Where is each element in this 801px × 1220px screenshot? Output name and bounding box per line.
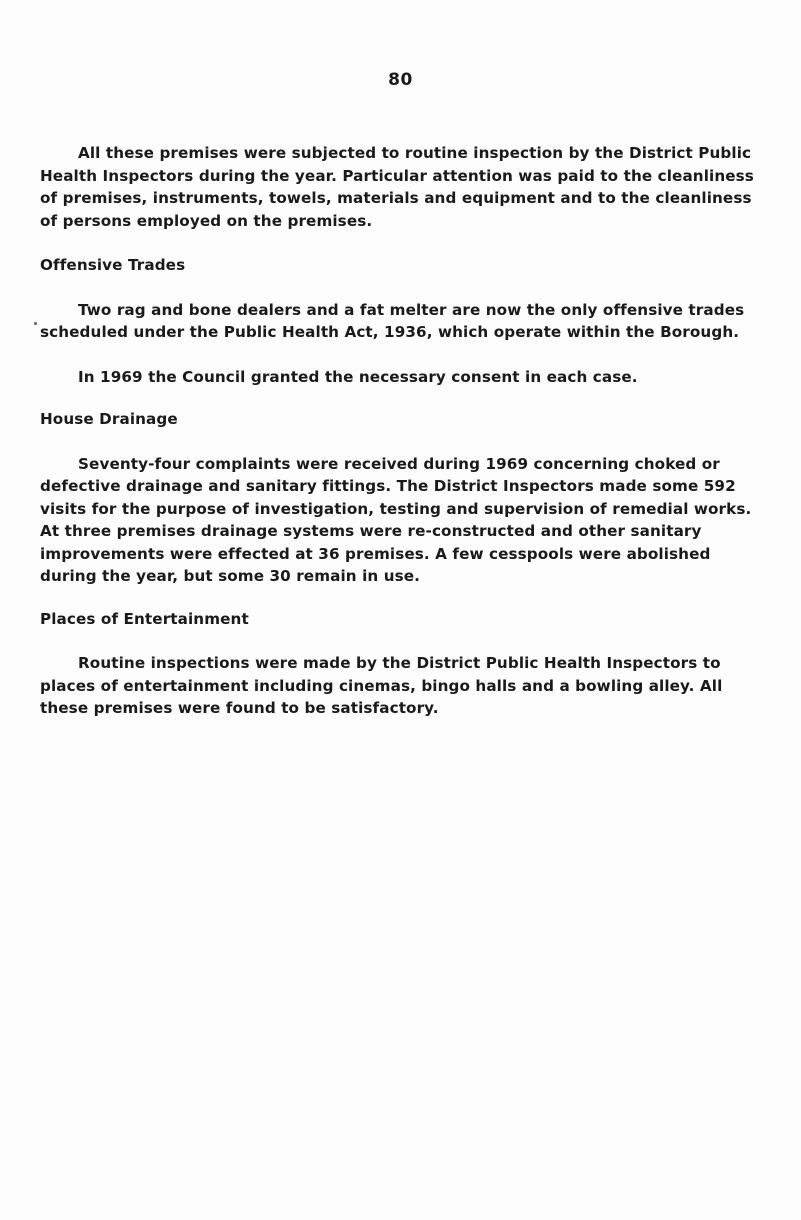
section-paragraph: Routine inspections were made by the District Public Health Inspectors to places of entertainment including cinemas, bingo halls and a bowling alley. All these premises were found to be satisfactory. xyxy=(40,654,723,717)
section-heading: Offensive Trades xyxy=(40,256,186,274)
section-heading: Places of Entertainment xyxy=(40,609,249,628)
page-body xyxy=(40,142,770,720)
page-number: 80 xyxy=(388,70,413,90)
section-heading: House Drainage xyxy=(40,410,178,428)
section-paragraph: Seventy-four complaints were received during 1969 concerning choked or defective drainage and sanitary fittings. The District Inspectors made some 592 visits for the purpose of investigation, testing and supervision of remedial works. At three premises drainage systems were re-constructed and other sanitary improvements were effected at 36 premises. A few cesspools were abolished during the year, but some 30 remain in use. xyxy=(40,454,752,585)
section-paragraph: Two rag and bone dealers and a fat melter are now the only offensive trades scheduled under the Public Health Act, 1936, which operate within the Borough. xyxy=(40,300,745,341)
scan-speck xyxy=(34,322,37,325)
section-offensive-trades xyxy=(40,254,770,388)
section-places-of-entertainment xyxy=(40,608,770,720)
intro-paragraph: All these premises were subjected to routine inspection by the District Public Health Inspectors during the year. Particular attention was paid to the cleanliness of premises, instruments, towels, materials and equipment and to the cleanliness of persons employed on the premises. xyxy=(40,144,754,230)
section-house-drainage xyxy=(40,408,770,588)
section-paragraph: In 1969 the Council granted the necessary consent in each case. xyxy=(78,367,638,386)
